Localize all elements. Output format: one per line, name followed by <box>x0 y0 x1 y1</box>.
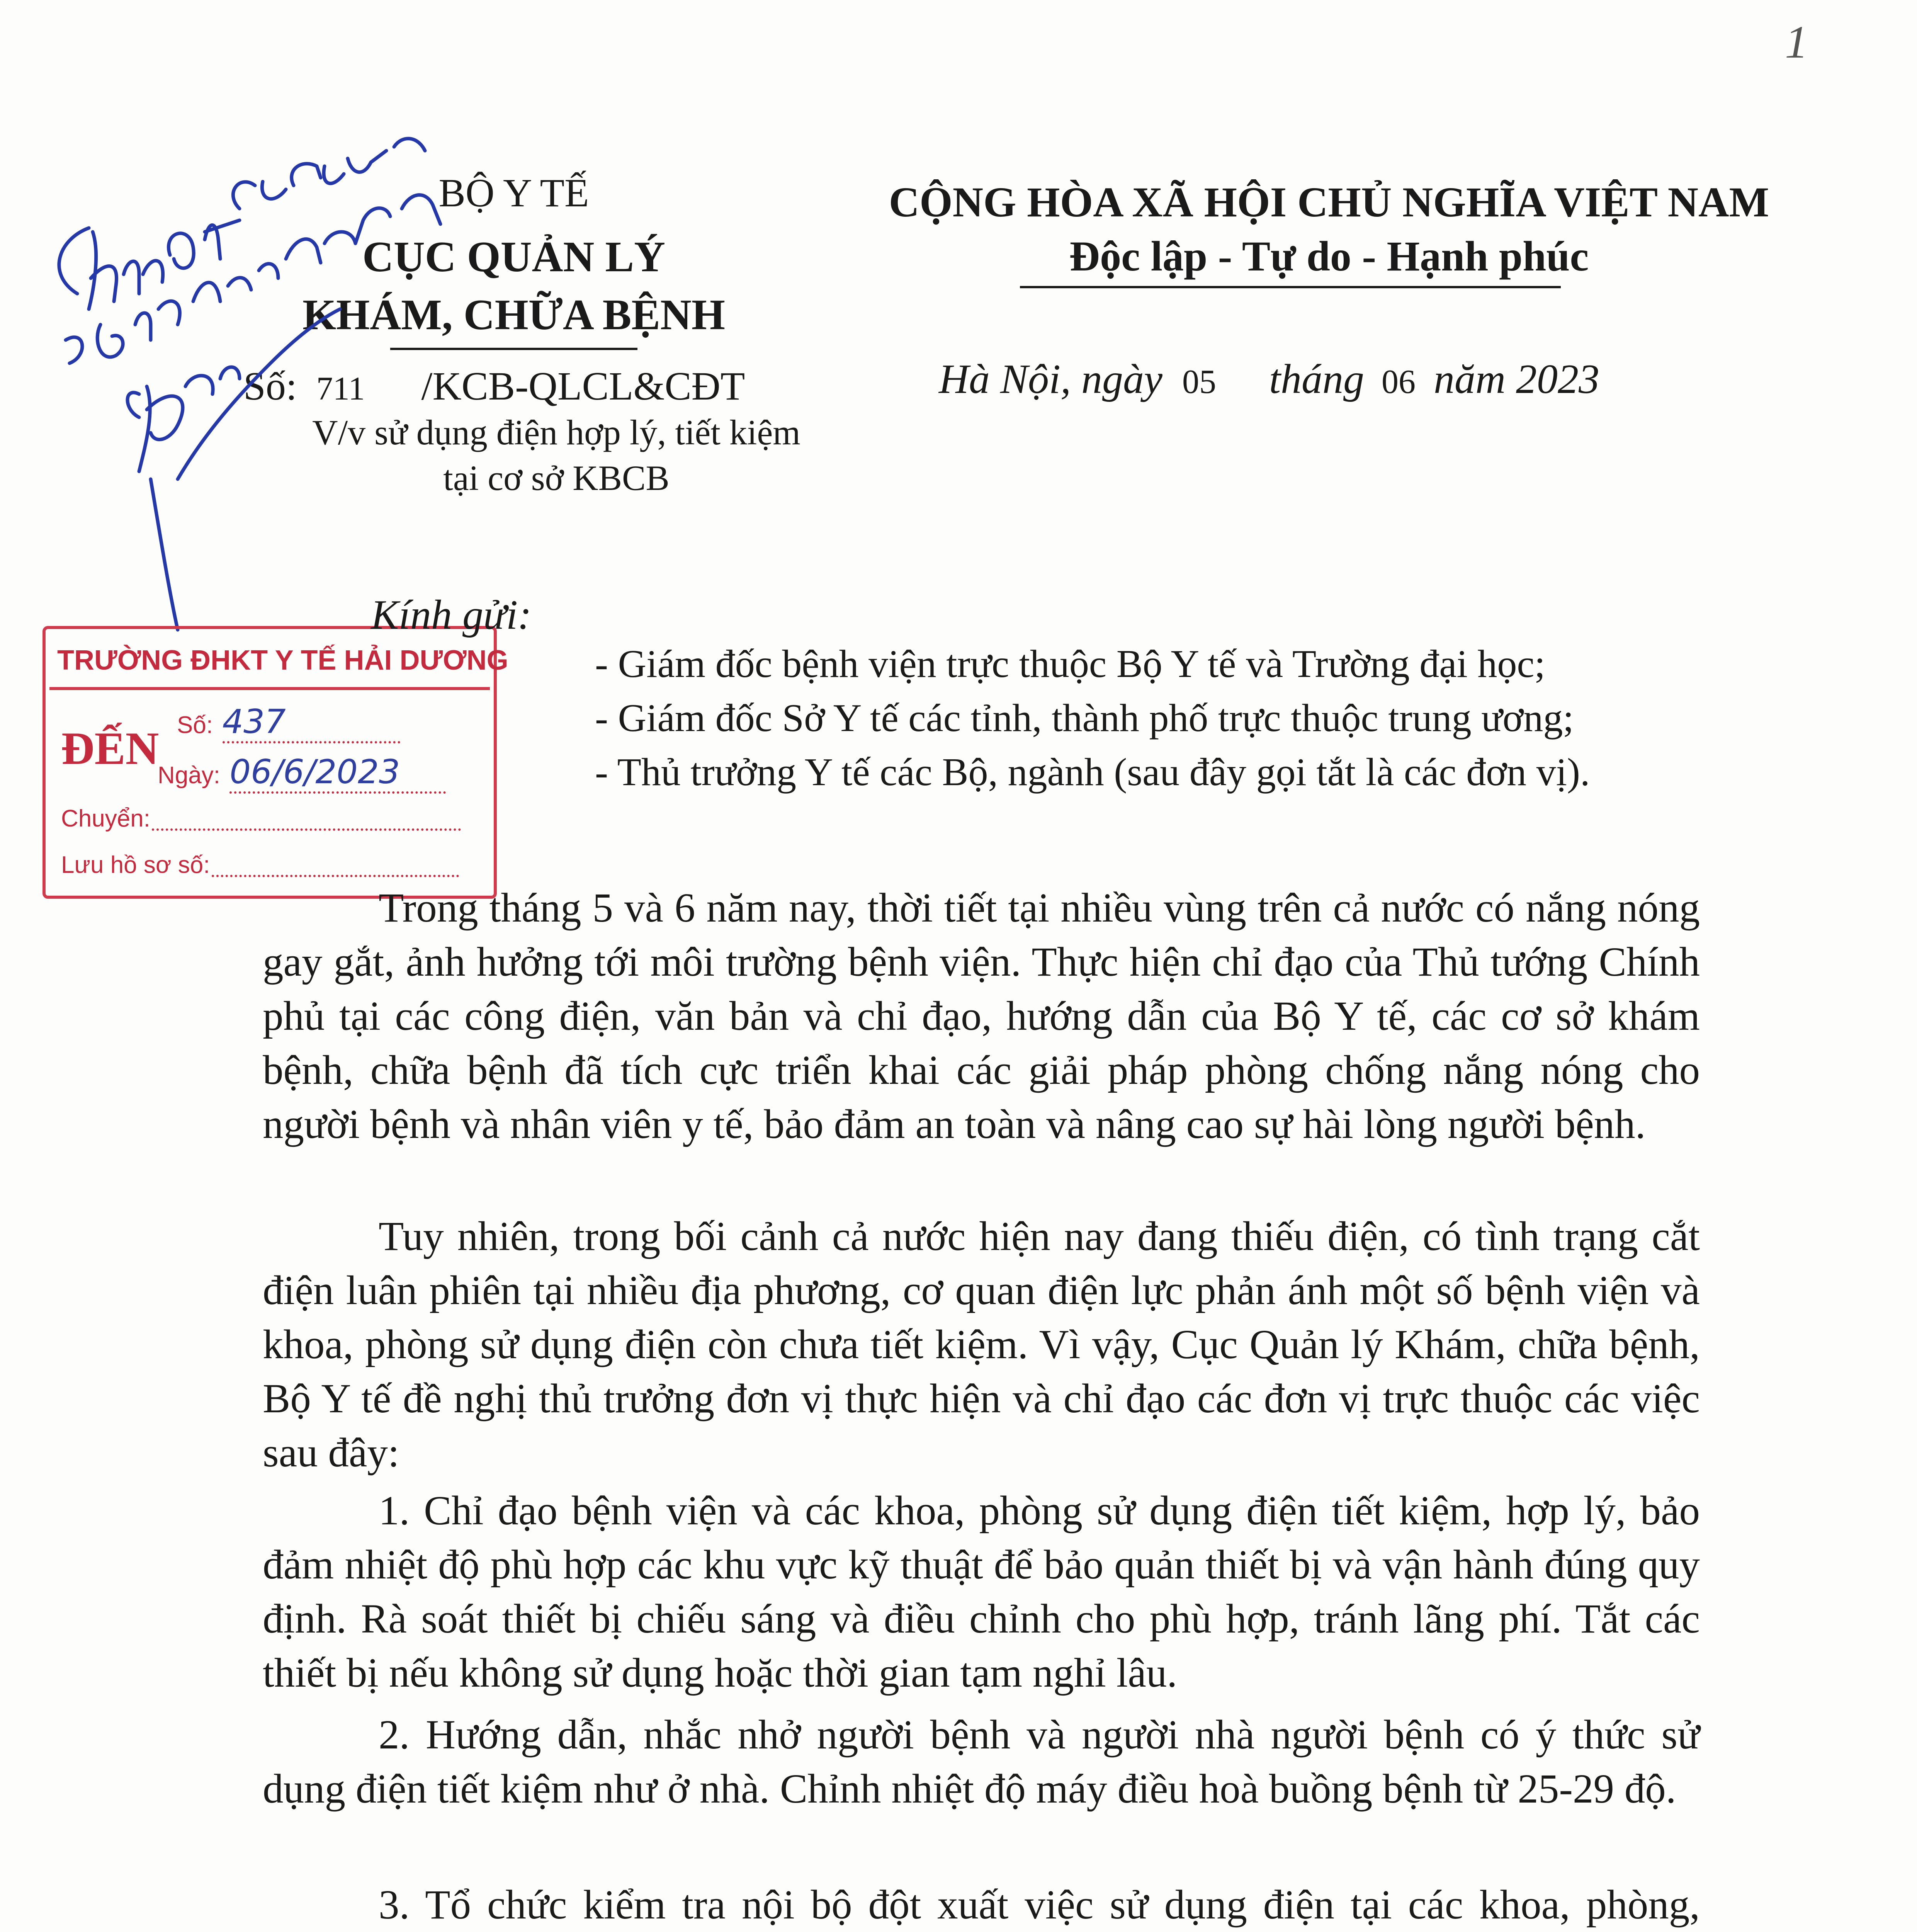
org-name-line1: CỤC QUẢN LÝ <box>362 233 665 281</box>
stamp-institution: TRƯỜNG ĐHKT Y TẾ HẢI DƯƠNG <box>57 645 508 676</box>
stamp-divider <box>49 687 490 690</box>
recipient-item: - Giám đốc bệnh viện trực thuộc Bộ Y tế và Trường đại học; <box>595 642 1546 686</box>
stamp-date-label: Ngày: <box>158 762 220 789</box>
date-month-label: tháng <box>1269 356 1364 402</box>
doc-number-label: Số: <box>243 364 297 408</box>
recipient-item: - Giám đốc Sở Y tế các tỉnh, thành phố trực thuộc trung ương; <box>595 696 1574 740</box>
recipient-item: - Thủ trưởng Y tế các Bộ, ngành (sau đây gọi tắt là các đơn vị). <box>595 750 1590 794</box>
stamp-file-label: Lưu hồ sơ số: <box>61 852 210 878</box>
stamp-arrival: ĐẾN <box>61 723 159 774</box>
arrival-stamp <box>42 626 508 899</box>
place-date-prefix: Hà Nội, ngày <box>939 356 1162 402</box>
place-date <box>939 355 1599 403</box>
date-month: 06 <box>1382 363 1416 401</box>
handwritten-note <box>23 93 525 634</box>
stamp-date-row <box>158 753 482 794</box>
stamp-number-value: 437 <box>223 702 400 743</box>
body-paragraph: 3. Tổ chức kiểm tra nội bộ đột xuất việc sử dụng điện tại các khoa, phòng, <box>379 1882 1700 1928</box>
motto-underline <box>1020 286 1561 288</box>
stamp-forward-label: Chuyển: <box>61 805 150 832</box>
page-number-mark: 1 <box>1785 16 1808 68</box>
stamp-date-value: 06/6/2023 <box>229 753 446 794</box>
national-motto: Độc lập - Tự do - Hạnh phúc <box>1069 233 1589 280</box>
stamp-number-label: Số: <box>177 712 213 738</box>
doc-number-value: 711 <box>316 370 365 407</box>
org-parent: BỘ Y TẾ <box>438 171 589 215</box>
stamp-file-row <box>61 851 482 879</box>
salutation: Kính gửi: <box>371 592 532 638</box>
doc-number-suffix: /KCB-QLCL&CĐT <box>421 364 745 408</box>
date-day: 05 <box>1182 363 1216 401</box>
stamp-forward-row <box>61 805 482 832</box>
body-paragraph: 1. Chỉ đạo bệnh viện và các khoa, phòng sử dụng điện tiết kiệm, hợp lý, bảo đảm nhiệt độ phù hợp các khu vực kỹ thuật để bảo quản thiết bị và vận hành đúng quy định. Rà soát thiết bị chiếu sáng và điều chỉnh cho phù hợp, tránh lãng phí. Tắt các thiết bị nếu không sử dụng hoặc thời gian tạm nghỉ lâu. <box>263 1488 1700 1696</box>
body-paragraph: Tuy nhiên, trong bối cảnh cả nước hiện nay đang thiếu điện, có tình trạng cắt điện luân phiên tại nhiều địa phương, cơ quan điện lực phản ánh một số bệnh viện và khoa, phòng sử dụng điện còn chưa tiết kiệm. Vì vậy, Cục Quản lý Khám, chữa bệnh, Bộ Y tế đề nghị thủ trưởng đơn vị thực hiện và chỉ đạo các đơn vị trực thuộc các việc sau đây: <box>263 1214 1700 1476</box>
subject-line1: V/v sử dụng điện hợp lý, tiết kiệm <box>312 413 800 452</box>
body-paragraph: 2. Hướng dẫn, nhắc nhở người bệnh và người nhà người bệnh có ý thức sử dụng điện tiết kiệm như ở nhà. Chỉnh nhiệt độ máy điều hoà buồng bệnh từ 25-29 độ. <box>263 1712 1700 1812</box>
date-year: năm 2023 <box>1434 356 1599 402</box>
body-paragraph: Trong tháng 5 và 6 năm nay, thời tiết tại nhiều vùng trên cả nước có nắng nóng gay gắt, ảnh hưởng tới môi trường bệnh viện. Thực hiện chỉ đạo của Thủ tướng Chính phủ tại các công điện, văn bản và chỉ đạo, hướng dẫn của Bộ Y tế, các cơ sở khám bệnh, chữa bệnh đã tích cực triển khai các giải pháp phòng chống nắng nóng cho người bệnh và nhân viên y tế, bảo đảm an toàn và nâng cao sự hài lòng người bệnh. <box>263 885 1700 1147</box>
subject-line2: tại cơ sở KBCB <box>443 458 670 498</box>
national-title: CỘNG HÒA XÃ HỘI CHỦ NGHĨA VIỆT NAM <box>889 179 1769 226</box>
org-name-line2: KHÁM, CHỮA BỆNH <box>302 291 726 339</box>
stamp-number-row <box>177 702 478 743</box>
